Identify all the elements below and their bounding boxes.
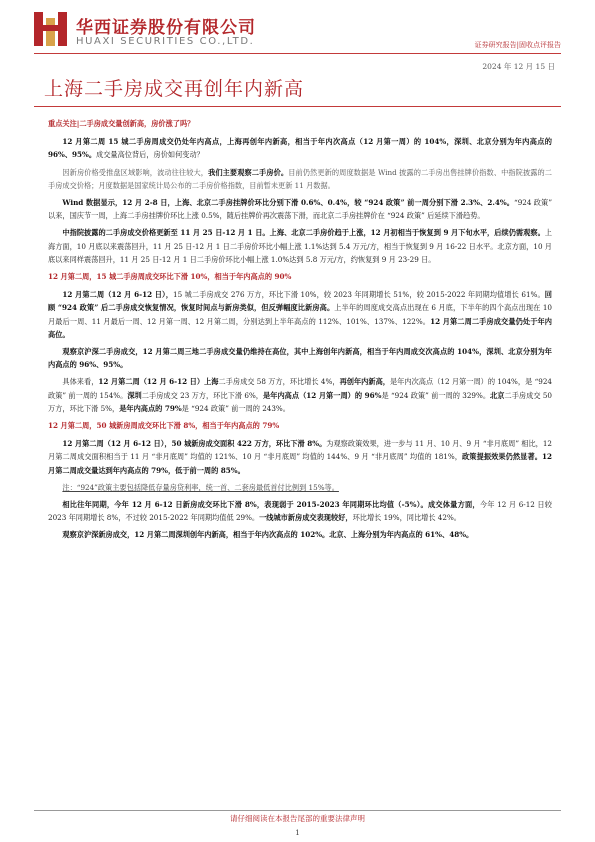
report-date: 2024 年 12 月 15 日 [482,62,555,71]
paragraph-price-source: 因新房价格受推盘区域影响，波动往往较大，我们主要观察二手房价。目前仍然更新的周度数据是 Wind 披露的二手房出售挂牌价指数、中指院披露的二手房成交价格；月度数据是国家统计局公布的二手房价格指数，目前暂未更新 11 月数据。 [48,167,552,190]
paragraph-15city-secondhand: 12 月第二周（12 月 6-12 日），15 城二手房成交 276 万方，环比下滑 10%，较 2023 年同期增长 51%，较 2015-2022 年同期均值增长 61%。回顾 “924 政策” 后二手房成交恢复情况，恢复时间点与新房类似，但反弹幅度比新房高。上半年的周度成交高点出现在 6 月底，下半年的四个高点出现在 10 月最后一周、11 月最后一周、12 月第一周、12 月第二周，分别达到上半年高点的 112%、101%、137%、122%。12 月第二周二手房成交量仍处于年内高位。 [48,290,552,339]
paragraph-yoy-comparison: 相比往年同期，今年 12 月 6-12 日新房成交环比下滑 8%，表现弱于 2015-2023 年同期环比均值（-5%）。成交体量方面，今年 12 月 6-12 日较 2023 年同期增长 8%，不过较 2015-2022 年同期均值低 29%。一线城市新房成交表现较好，环比增长 19%，同比增长 42%。 [48,500,552,523]
brand-name-en: HUAXI SECURITIES CO.,LTD. [76,36,255,47]
paragraph-summary: 12 月第二周 15 城二手房周成交仍处年内高点，上海再创年内新高，相当于年内次高点（12 月第一周）的 104%，深圳、北京分别为年内高点的 96%、95%。成交量高位背后，房价如何变动？ [48,137,552,160]
key-point-heading: 重点关注|二手房成交量创新高，房价涨了吗？ [48,119,195,128]
paragraph-50city-newhome: 12 月第二周（12 月 6-12 日），50 城新房成交面积 422 万方，环比下滑 8%。为观察政策效果，进一步与 11 月、10 月、9 月 “非月底周” 相比，12 月第二周成交面积相当于 11 月 “非月底周” 均值的 121%、10 月 “非月底周” 均值的 144%、9 月 “非月底周” 均值的 181%，政策提振效果仍然显著。12 月第二周成交量达到年内高点的 79%，低于前一周的 85%。 [48,439,553,475]
paragraph-city-detail: 具体来看，12 月第二周（12 月 6-12 日）上海二手房成交 58 万方，环比增长 4%，再创年内新高，是年内次高点（12 月第一周）的 104%，是 “924 政策” 前一周的 154%。深圳二手房成交 23 万方，环比下滑 6%，是年内高点（12 月第一周）的 96%是 “924 政策” 前一周的 329%。北京二手房成交 50 万方，环比下滑 5%，是年内高点的 79%是 “924 政策” 前一周的 243%。 [48,377,552,413]
section-heading-newhome: 12 月第二周，50 城新房周成交环比下滑 8%，相当于年内高点的 79% [48,421,280,431]
brand-name-cn: 华西证券股份有限公司 [76,18,256,38]
legal-disclaimer: 请仔细阅读在本报告尾部的重要法律声明 [230,814,365,823]
title-divider [34,106,561,107]
huaxi-logo-icon [34,10,68,48]
paragraph-bsh-newhome: 观察京沪深新房成交，12 月第二周深圳创年内新高，相当于年内次高点的 102%。北京、上海分别为年内高点的 61%、48%。 [62,530,474,540]
footer-divider [34,810,561,811]
paragraph-cih-transaction-price: 中指院披露的二手房成交价格更新至 11 月 25 日-12 月 1 日。上海、北京二手房价趋于上涨，12 月初相当于恢复到 9 月下旬水平，后续仍需观察。上海方面，10 月底以来震荡回升，11 月 25 日-12 月 1 日二手房价环比小幅上涨 1.1%达到 5.4 万元/方，相当于恢复到 9 月 16-22 日水平。北京方面，10 月底以来同样震荡回升，11 月 25 日-12 月 1 日二手房价环比小幅上涨 1.0%达到 5.8 万元/方，约恢复到 9 月 23-29 日。 [48,228,552,264]
paragraph-bsh-secondhand: 观察京沪深二手房成交，12 月第二周三地二手房成交量仍维持在高位，其中上海创年内新高，相当于年内周成交次高点的 104%，深圳、北京分别为年内高点的 96%、95%。 [48,347,552,370]
page-number: 1 [295,828,300,837]
report-type-label: 证券研究报告|固收点评报告 [474,41,561,49]
report-title: 上海二手房成交再创年内新高 [44,78,305,100]
header-divider [34,53,561,54]
section-heading-secondhand: 12 月第二周，15 城二手房周成交环比下滑 10%，相当于年内高点的 90% [48,272,292,282]
policy-note: 注：“924”政策主要包括降低存量房贷利率，统一首、二套房最低首付比例到 15%等。 [62,482,339,492]
report-body [48,117,552,546]
paragraph-wind-listing-price: Wind 数据显示，12 月 2-8 日，上海、北京二手房挂牌价环比分别下滑 0.6%、0.4%，较 “924 政策” 前一周分别下滑 2.3%、2.4%。“924 政策” 以来，国庆节一周，上海二手房挂牌价环比上涨 0.5%，随后挂牌价再次震荡下滑，而北京二手房挂牌价在 “924 政策” 后延续下滑趋势。 [48,198,553,221]
